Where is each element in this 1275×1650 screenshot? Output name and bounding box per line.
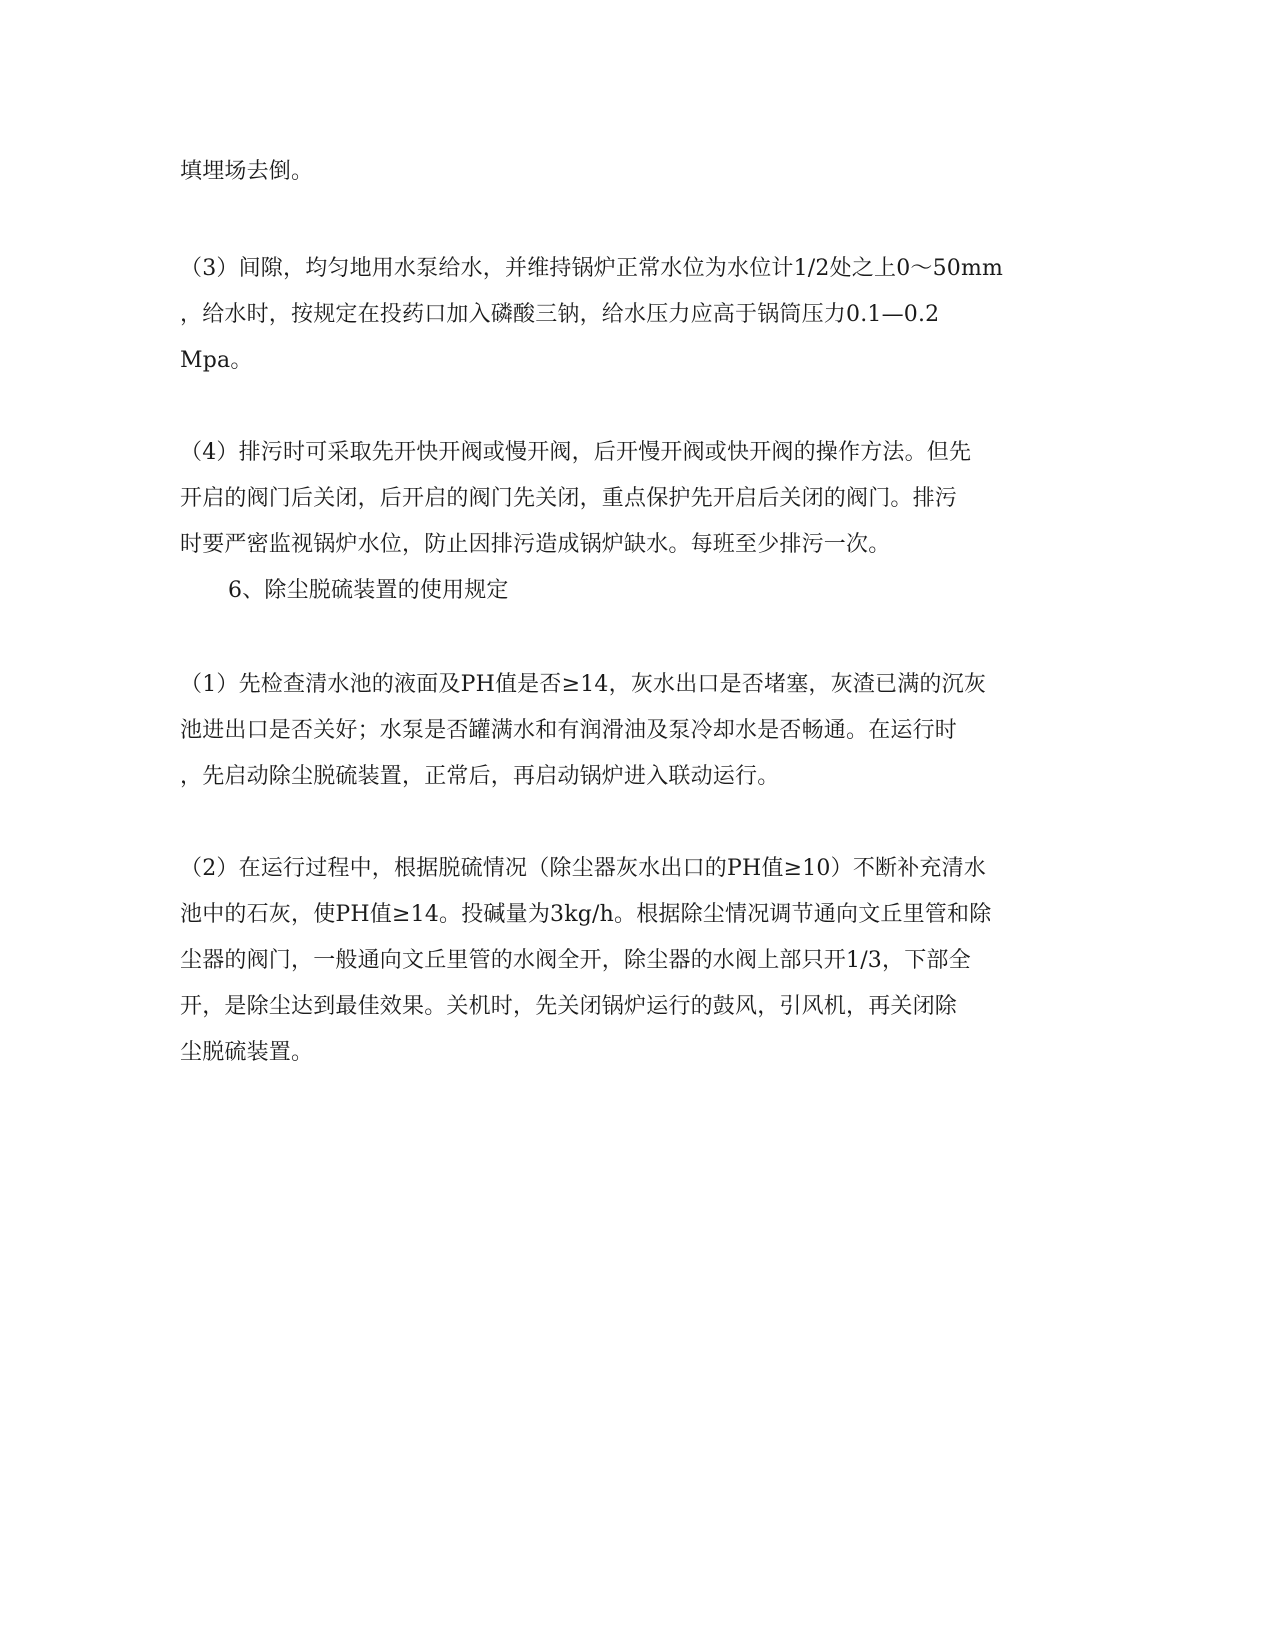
text-line: 开，是除尘达到最佳效果。关机时，先关闭锅炉运行的鼓风，引风机，再关闭除 bbox=[180, 994, 958, 1019]
text-line: 池进出口是否关好；水泵是否罐满水和有润滑油及泵冷却水是否畅通。在运行时 bbox=[180, 718, 958, 743]
text-line: 开启的阀门后关闭，后开启的阀门先关闭，重点保护先开启后关闭的阀门。排污 bbox=[180, 486, 958, 511]
text-line: （3）间隙，均匀地用水泵给水，并维持锅炉正常水位为水位计1/2处之上0～50mm bbox=[180, 256, 1004, 281]
text-line: ，先启动除尘脱硫装置，正常后，再启动锅炉进入联动运行。 bbox=[180, 764, 780, 789]
text-line: Mpa。 bbox=[180, 348, 253, 373]
text-line: 填埋场去倒。 bbox=[180, 159, 314, 184]
text-line: ，给水时，按规定在投药口加入磷酸三钠，给水压力应高于锅筒压力0.1—0.2 bbox=[180, 302, 940, 327]
text-line: 尘脱硫装置。 bbox=[180, 1040, 314, 1065]
section-heading: 6、除尘脱硫装置的使用规定 bbox=[228, 578, 509, 603]
text-line: 时要严密监视锅炉水位，防止因排污造成锅炉缺水。每班至少排污一次。 bbox=[180, 532, 891, 557]
text-line: （2）在运行过程中，根据脱硫情况（除尘器灰水出口的PH值≥10）不断补充清水 bbox=[180, 856, 987, 881]
text-line: 尘器的阀门，一般通向文丘里管的水阀全开，除尘器的水阀上部只开1/3，下部全 bbox=[180, 948, 971, 973]
text-line: （1）先检查清水池的液面及PH值是否≥14，灰水出口是否堵塞，灰渣已满的沉灰 bbox=[180, 672, 987, 697]
text-line: 池中的石灰，使PH值≥14。投碱量为3kg/h。根据除尘情况调节通向文丘里管和除 bbox=[180, 902, 992, 927]
text-line: （4）排污时可采取先开快开阀或慢开阀，后开慢开阀或快开阀的操作方法。但先 bbox=[180, 440, 972, 465]
